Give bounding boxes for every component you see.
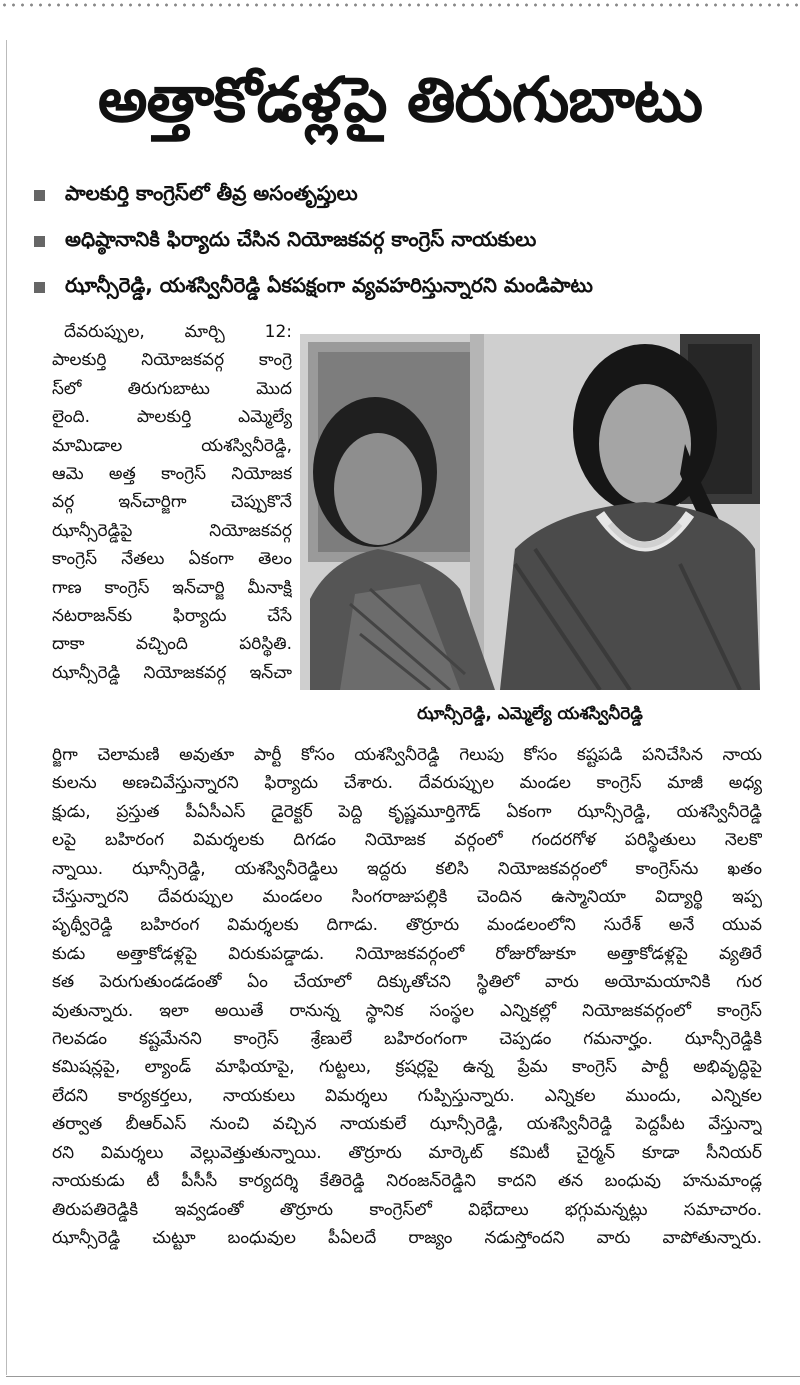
article-line: రని విమర్శలు వెల్లువెత్తుతున్నాయి. తొర్రూరు మార్కెట్ కమిటీ చైర్మన్ కూడా సీనియర్ <box>52 1142 762 1163</box>
article-line: ర్జిగా చెలామణి అవుతూ పార్టీ కోసం యశస్వినీరెడ్డి గెలుపు కోసం కష్టపడి పనిచేసిన నాయ <box>52 745 762 765</box>
article-line: స్‌లో తిరుగుబాటు మొద <box>52 378 292 399</box>
photo-two-women-image <box>300 334 760 690</box>
bullet-item <box>34 172 784 218</box>
article-line: వర్గ ఇన్‌చార్జిగా చెప్పుకొనే <box>52 492 292 513</box>
article-line: వుతున్నారు. ఇలా అయితే రానున్న స్థానిక సంస్థల ఎన్నికల్లో నియోజకవర్గంలో కాంగ్రెస్ <box>52 1000 762 1021</box>
article-line: తిరుపతిరెడ్డికి ఇవ్వడంతో తొర్రూరు కాంగ్రెస్‌లో విభేదాలు భగ్గుమన్నట్లు సమాచారం. <box>52 1199 762 1220</box>
article-dateline: దేవరుప్పుల, మార్చి 12: <box>64 322 292 342</box>
article-line: పాలకుర్తి నియోజకవర్గ కాంగ్రె <box>52 350 292 371</box>
article-line: లైంది. పాలకుర్తి ఎమ్మెల్యే <box>52 407 292 428</box>
article-line: చేస్తున్నారని దేవరుప్పుల మండలం సింగరాజుపల్లికి చెందిన ఉస్మానియా విద్యార్థి ఇప్ప <box>52 887 762 908</box>
photo-caption: ఝాన్సీరెడ్డి, ఎమ్మెల్యే యశస్వినీరెడ్డి <box>417 704 643 724</box>
article-line: కులను అణచివేస్తున్నారని ఫిర్యాదు చేశారు. దేవరుప్పుల మండల కాంగ్రెస్ మాజీ అధ్య <box>52 773 762 794</box>
bottom-rule <box>6 1376 800 1377</box>
news-photo <box>300 334 760 690</box>
article-line: పృథ్వీరెడ్డి బహిరంగ విమర్శలకు దిగాడు. తొర్రూరు మండలంలోని సురేశ్ అనే యువ <box>52 915 762 936</box>
article-line: లేదని కార్యకర్తలు, నాయకులు విమర్శలు గుప్పిస్తున్నారు. ఎన్నికల ముందు, ఎన్నికల <box>52 1085 762 1106</box>
article-line: దాకా వచ్చింది పరిస్థితి. <box>52 634 292 655</box>
article-line: మామిడాల యశస్వినీరెడ్డి, <box>52 435 292 456</box>
bullet-square-icon <box>34 236 45 247</box>
article-line: గెలవడం కష్టమేనని కాంగ్రెస్ శ్రేణులే బహిరంగంగా చెప్పడం గమనార్హం. ఝాన్సీరెడ్డికి <box>52 1029 762 1050</box>
bullet-list <box>34 172 784 310</box>
article-line: ఝాన్సీరెడ్డి చుట్టూ బంధువుల పీఏలదే రాజ్యం నడుస్తోందని వారు వాపోతున్నారు. <box>52 1227 762 1248</box>
headline: అత్తాకోడళ్లపై తిరుగుబాటు <box>97 63 703 136</box>
article-line: న్నాయి. ఝాన్సీరెడ్డి, యశస్వినీరెడ్డిలు ఇద్దరు కలిసి నియోజకవర్గంలో కాంగ్రెస్‌ను ఖతం <box>52 858 762 879</box>
bullet-text: ఝాన్సీరెడ్డి, యశస్వినీరెడ్డి ఏకపక్షంగా వ్యవహరిస్తున్నారని మండిపాటు <box>65 272 593 297</box>
left-column-rule <box>6 40 7 1375</box>
bullet-square-icon <box>34 190 45 201</box>
article-line: క్షుడు, ప్రస్తుత పీఏసీఎస్ డైరెక్టర్ పెద్ది కృష్ణమూర్తిగౌడ్ ఏకంగా ఝాన్సీరెడ్డి, యశస్వినీరెడ్డి <box>52 801 762 822</box>
bullet-text: పాలకుర్తి కాంగ్రెస్‌లో తీవ్ర అసంతృప్తులు <box>65 180 358 205</box>
article-line: ఆమె అత్త కాంగ్రెస్ నియోజక <box>52 464 292 485</box>
article-line: ఝాన్సీరెడ్డిపై నియోజకవర్గ <box>52 520 292 541</box>
bullet-text: అధిష్ఠానానికి ఫిర్యాదు చేసిన నియోజకవర్గ కాంగ్రెస్ నాయకులు <box>65 226 537 251</box>
article-line: కమిషన్లపై, ల్యాండ్ మాఫియాపై, గుట్టలు, క్రషర్లపై ఉన్న ప్రేమ కాంగ్రెస్ పార్టీ అభివృద్ధిపై <box>52 1057 762 1078</box>
article-line: నటరాజన్‌కు ఫిర్యాదు చేసే <box>52 606 292 627</box>
article-line: కుడు అత్తాకోడళ్లపై విరుకుపడ్డాడు. నియోజకవర్గంలో రోజురోజుకూ అత్తాకోడళ్లపై వ్యతిరే <box>52 943 762 964</box>
bullet-square-icon <box>34 282 45 293</box>
article-line: ఝాన్సీరెడ్డి నియోజకవర్గ ఇన్‌చా <box>52 662 292 683</box>
article-line: నాయకుడు టీ పీసీసీ కార్యదర్శి కేతిరెడ్డి నిరంజన్‌రెడ్డిని కాదని తన బంధువు హనుమాండ్ల <box>52 1171 762 1192</box>
article-line: కత పెరుగుతుండడంతో ఏం చేయాలో దిక్కుతోచని స్థితిలో వారు అయోమయానికి గుర <box>52 972 762 993</box>
article-line: లపై బహిరంగ విమర్శలకు దిగడం నియోజక వర్గంలో గందరగోళ పరిస్థితులు నెలకొ <box>52 830 762 851</box>
bullet-item <box>34 264 784 310</box>
article-line: కాంగ్రెస్ నేతలు ఏకంగా తెలం <box>52 549 292 570</box>
article-column-full <box>52 741 762 1252</box>
dotted-top-border <box>0 0 800 10</box>
article-column-top <box>52 318 292 687</box>
article-line: గాణ కాంగ్రెస్ ఇన్‌చార్జి మీనాక్షి <box>52 577 292 598</box>
bullet-item <box>34 218 784 264</box>
article-line: తర్వాత బీఆర్ఎస్ నుంచి వచ్చిన నాయకులే ఝాన్సీరెడ్డి, యశస్వినీరెడ్డి పెద్దపీట వేస్తున్నా <box>52 1114 762 1135</box>
